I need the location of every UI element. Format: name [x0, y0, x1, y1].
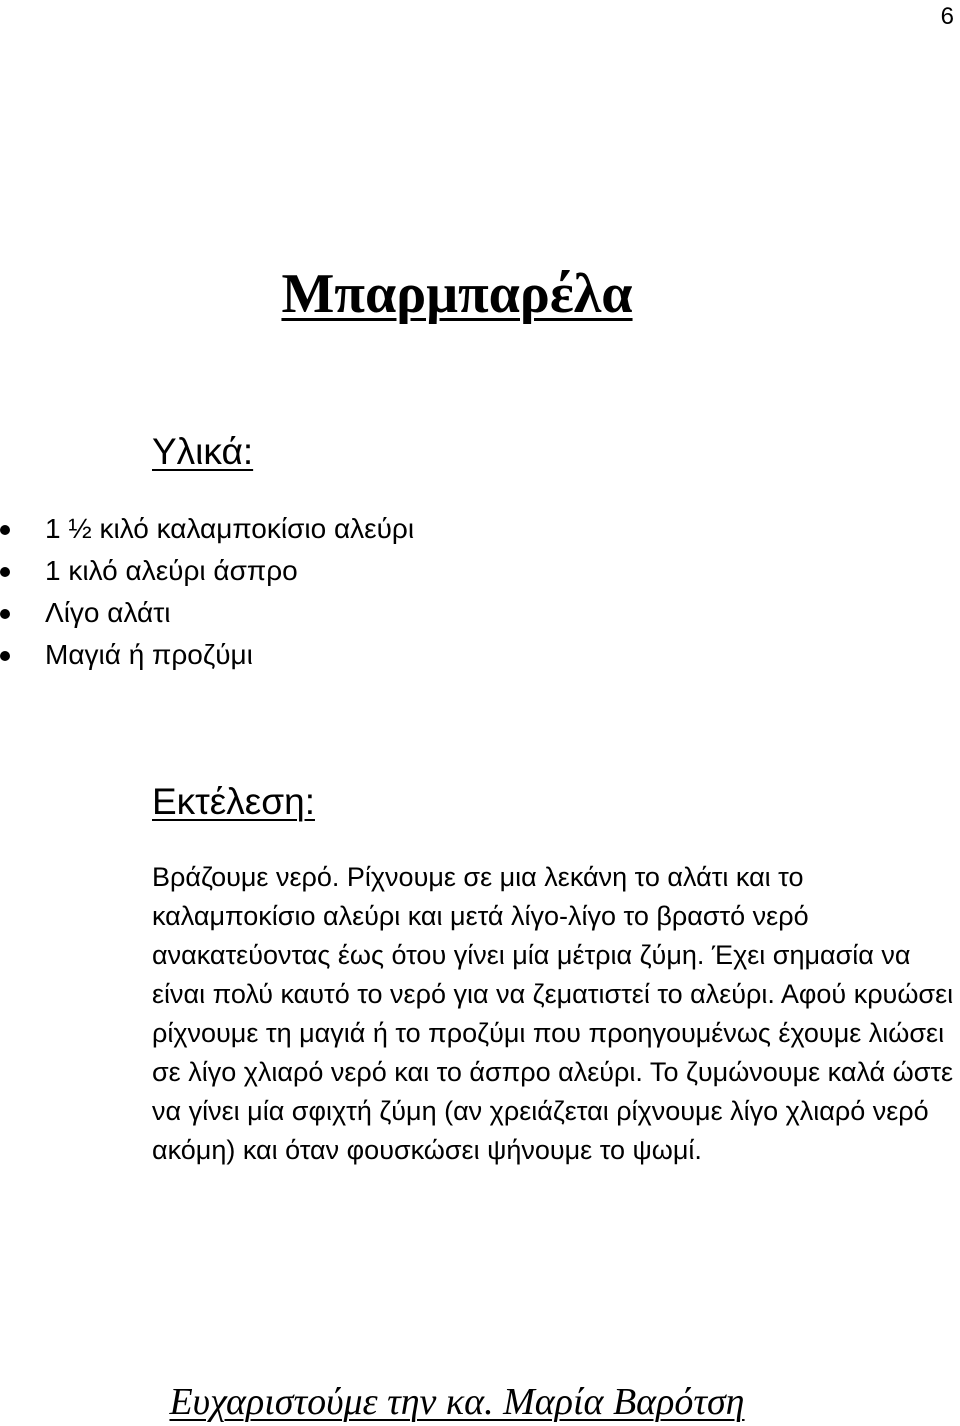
- ingredient-label: Λίγο αλάτι: [45, 597, 171, 628]
- recipe-title: Μπαρμπαρέλα: [281, 263, 633, 325]
- credit-line: Ευχαριστούμε την κα. Μαρία Βαρότση: [169, 1381, 745, 1423]
- ingredient-label: 1 κιλό αλεύρι άσπρο: [45, 555, 298, 586]
- ingredient-label: Μαγιά ή προζύμι: [45, 639, 253, 670]
- page-number: 6: [940, 3, 954, 30]
- bullet-icon: [0, 651, 10, 661]
- bullet-icon: [0, 609, 10, 619]
- method-paragraph: Βράζουμε νερό. Ρίχνουμε σε μια λεκάνη το αλάτι και το καλαμποκίσιο αλεύρι και μετά λίγο-λίγο το βραστό νερό ανακατεύοντας έως ότου γίνει μία μέτρια ζύμη. Έχει σημασία να είναι πολύ καυτό το νερό για να ζεματιστεί το αλεύρι. Αφού κρυώσει ρίχνουμε τη μαγιά ή το προζύμι που προηγουμένως έχουμε λιώσει σε λίγο χλιαρό νερό και το άσπρο αλεύρι. Το ζυμώνουμε καλά ώστε να γίνει μία σφιχτή ζύμη (αν χρειάζεται ρίχνουμε λίγο χλιαρό νερό ακόμη) και όταν φουσκώσει ψήνουμε το ψωμί.: [152, 862, 954, 1165]
- ingredient-item: [0, 508, 414, 550]
- ingredients-heading: Υλικά:: [152, 431, 254, 472]
- bullet-icon: [0, 567, 10, 577]
- bullet-icon: [0, 525, 10, 535]
- ingredients-list: [0, 508, 414, 676]
- method-heading: Εκτέλεση:: [152, 781, 315, 822]
- ingredient-item: [0, 592, 414, 634]
- ingredient-label: 1 ½ κιλό καλαμποκίσιο αλεύρι: [45, 513, 415, 544]
- ingredient-item: [0, 550, 414, 592]
- ingredient-item: [0, 634, 414, 676]
